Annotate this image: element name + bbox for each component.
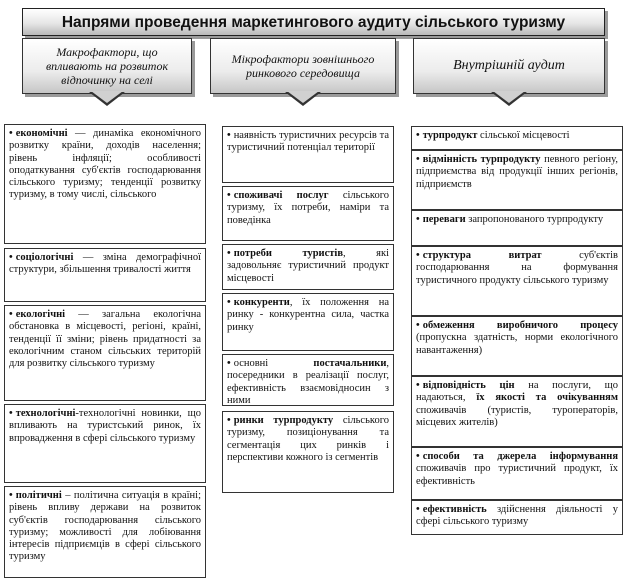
factor-term: відповідність цін xyxy=(422,380,515,391)
arrow-down-macro xyxy=(89,92,125,106)
factor-item-resources: • наявність туристичних ресурсів та туристичний потенціал території xyxy=(222,126,394,183)
factor-text: сільського туризму, їх потреби, наміри та поведінка xyxy=(227,190,389,226)
factor-text: здійснення діяльності у сфері сільського туризму xyxy=(416,504,618,528)
header-macro-label: Макрофактори, що впливають на розвиток відпочинку на селі xyxy=(45,45,169,87)
factor-term: потреби туристів xyxy=(233,248,344,259)
audit-item-efficiency: • ефективність здійснення діяльності у сфері сільського туризму xyxy=(411,500,623,535)
audit-item-advantages: • переваги запропонованого турпродукту xyxy=(411,210,623,246)
factor-text: -технологічні новинки, що впливають на туристський ринок, їх впровадження в сфері сільського туризму xyxy=(9,408,201,444)
header-macro-factors xyxy=(22,38,192,94)
factor-item-ecological: • екологічні — загальна екологічна обстановка в місцевості, регіоні, країні, тенденції її зміни; рівень придатності за екологічним станом сільських територій для розвитку сільського туризму xyxy=(4,305,206,401)
factor-item-suppliers: • основні постачальники, посередники в реалізації послуг, ефективність взаємовідносин з ними xyxy=(222,354,394,406)
factor-term: екологічні xyxy=(15,309,66,320)
header-micro-label: Мікрофактори зовнішнього ринкового середовища xyxy=(231,52,375,80)
factor-item-political: • політичні – політична ситуація в країні; рівень впливу держави на розвиток суб'єктів господарювання сільського туризму; можливості для лобіювання інтересів підприємців в сфері сільського туризму xyxy=(4,486,206,578)
factor-term: обмеження виробничого процесу xyxy=(422,320,618,331)
factor-term: політичні xyxy=(15,490,62,501)
audit-item-production-limits: • обмеження виробничого процесу (пропускна здатність, норми екологічного навантаження) xyxy=(411,316,623,376)
factor-term: конкуренти xyxy=(233,297,290,308)
factor-term: структура витрат xyxy=(422,250,542,261)
factor-text: , їх положення на ринку - конкурентна сила, частка ринку xyxy=(227,297,389,333)
audit-item-product: • турпродукт сільської місцевості xyxy=(411,126,623,150)
factor-text: – політична ситуація в країні; рівень впливу держави на розвиток суб'єктів господарювання сільського туризму; можливості для лобіювання інтересів підприємців в сфері сільського туризму xyxy=(9,490,201,563)
factor-text: споживачів про туристичний продукт, їх ефективність xyxy=(416,463,618,487)
factor-text: сільського туризму, позиціонування та сегментація цих ринків і перспективи кожного із сегментів xyxy=(227,415,389,463)
factor-item-competitors: • конкуренти, їх положення на ринку - конкурентна сила, частка ринку xyxy=(222,293,394,351)
factor-text: суб'єктів господарювання на формування туристичного продукту сільського туризму xyxy=(416,250,618,286)
factor-text: , які задовольняє туристичний продукт місцевості xyxy=(227,248,389,284)
factor-item-markets: • ринки турпродукту сільського туризму, позиціонування та сегментація цих ринків і перспективи кожного із сегментів xyxy=(222,411,394,493)
factor-term: постачальники xyxy=(313,358,387,369)
factor-item-sociological: • соціологічні — зміна демографічної структури, збільшення тривалості життя xyxy=(4,248,206,302)
audit-item-price-match: • відповідність цін на послуги, що надаються, їх якості та очікуванням споживачів (туристів, туроператорів, місцевих жителів) xyxy=(411,376,623,447)
factor-text: (пропускна здатність, норми екологічного навантаження) xyxy=(416,332,618,356)
factor-term: турпродукт xyxy=(422,130,478,141)
factor-text: основні xyxy=(233,358,314,369)
factor-text: сільської місцевості xyxy=(477,130,570,141)
factor-term: переваги xyxy=(422,214,466,225)
diagram-title: Напрями проведення маркетингового аудиту сільського туризму xyxy=(22,8,605,36)
audit-item-distinction: • відмінність турпродукту певного регіону, підприємства від продукції інших регіонів, підприємств xyxy=(411,150,623,210)
factor-term: їх якості та очікуванням xyxy=(476,392,618,404)
factor-text: запропонованого турпродукту xyxy=(465,214,604,225)
factor-term: відмінність турпродукту xyxy=(422,154,541,165)
factor-text: наявність туристичних ресурсів та туристичний потенціал території xyxy=(227,130,389,154)
factor-text: — динаміка економічного розвитку країни, доходів населення; рівень інфляції; особливості оподаткування суб'єктів господарювання сільського туризму; тенденції розвитку туризму, в тому числі, сільського xyxy=(9,128,201,201)
audit-item-information: • способи та джерела інформування споживачів про туристичний продукт, їх ефективність xyxy=(411,447,623,500)
header-micro-factors xyxy=(210,38,396,94)
factor-term: економічні xyxy=(15,128,68,139)
factor-text: певного регіону, підприємства від продукції інших регіонів, підприємств xyxy=(416,154,619,190)
factor-text: — зміна демографічної структури, збільшення тривалості життя xyxy=(9,252,201,276)
header-internal-label: Внутрішній аудит xyxy=(453,58,565,73)
factor-text: на послуги, що надаються, xyxy=(416,380,618,404)
factor-item-technological: • технологічні-технологічні новинки, що впливають на туристський ринок, їх впровадження в сфері сільського туризму xyxy=(4,404,206,483)
factor-text: споживачів (туристів, туроператорів, місцевих жителів) xyxy=(416,404,618,428)
factor-term: соціологічні xyxy=(15,252,74,263)
arrow-down-micro xyxy=(285,92,321,106)
audit-item-cost-structure: • структура витрат суб'єктів господарювання на формування туристичного продукту сільського туризму xyxy=(411,246,623,316)
factor-term: способи та джерела інформування xyxy=(422,451,618,462)
arrow-down-internal xyxy=(491,92,527,106)
factor-text: , посередники в реалізації послуг, ефективність взаємовідносин з ними xyxy=(227,358,389,406)
factor-term: ефективність xyxy=(422,504,487,515)
factor-term: технологічні xyxy=(15,408,76,419)
factor-text: — загальна екологічна обстановка в місцевості, регіоні, країні, тенденції її зміни; рівень придатності за екологічним станом сільських територій для розвитку сільського туризму xyxy=(9,309,201,370)
factor-term: ринки турпродукту xyxy=(233,415,334,426)
factor-item-economic: • економічні — динаміка економічного розвитку країни, доходів населення; рівень інфляції; особливості оподаткування суб'єктів господарювання сільського туризму; тенденції розвитку туризму, в тому числі, сільського xyxy=(4,124,206,244)
factor-term: споживачі послуг xyxy=(233,190,329,201)
factor-item-tourist-needs: • потреби туристів, які задовольняє туристичний продукт місцевості xyxy=(222,244,394,290)
header-internal-audit xyxy=(413,38,605,94)
factor-item-consumers: • споживачі послуг сільського туризму, їх потреби, наміри та поведінка xyxy=(222,186,394,241)
